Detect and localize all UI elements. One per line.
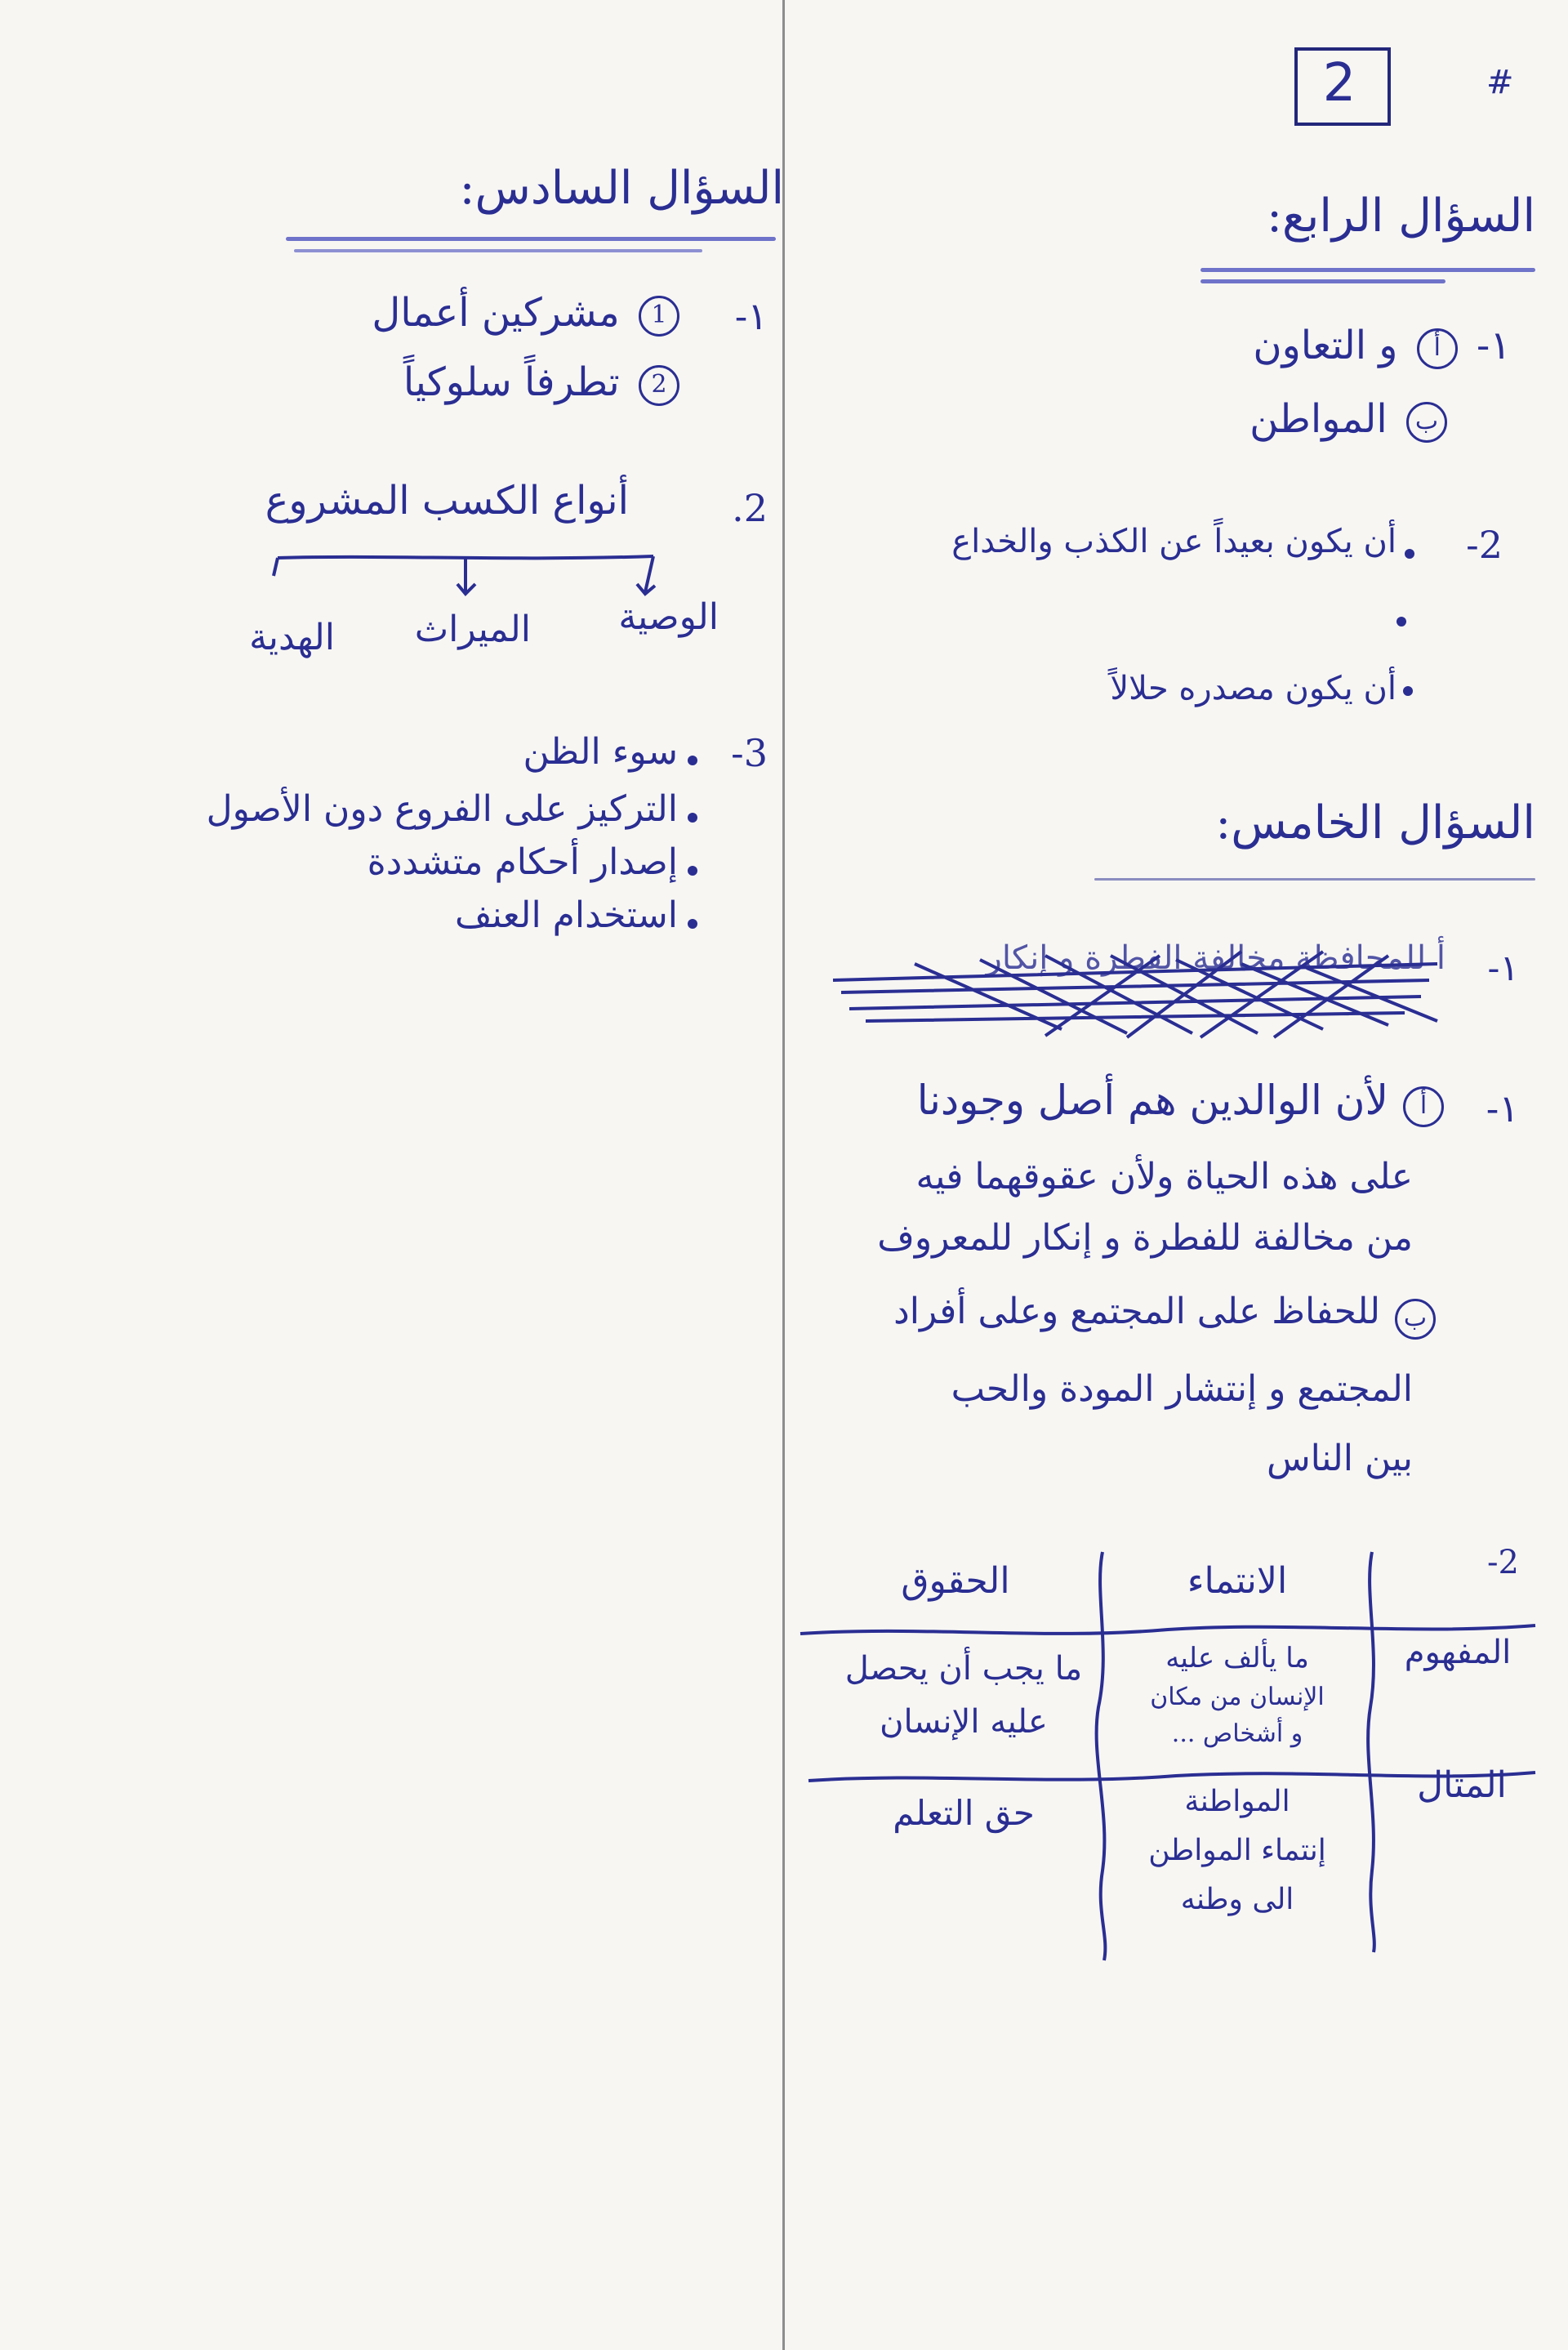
q6-a2-branch-inheritance: الميراث	[414, 609, 531, 650]
q4-a1b-line	[1127, 396, 1454, 443]
q6-a2-prefix: 2.	[732, 486, 768, 530]
q6-a1-prefix: ١-	[734, 294, 768, 338]
q5-crossed-prefix: ١-	[1487, 948, 1519, 989]
q6-a1-marker-2: 2	[639, 365, 679, 406]
q6-a3-prefix: 3-	[731, 731, 768, 775]
q5-a1b-line-1: للحفاظ على المجتمع وعلى أفراد	[893, 1291, 1380, 1332]
q6-a3-item-3: إصدار أحكام متشددة	[367, 841, 678, 883]
page-fold-divider	[782, 0, 785, 2350]
q6-a1-item-1-line	[310, 290, 686, 337]
table-cell-concept-rights-2: عليه الإنسان	[880, 1703, 1048, 1741]
q6-a3-item-1: سوء الظن	[523, 731, 678, 773]
q5-a1a-line-2: على هذه الحياة ولأن عقوقهما فيه	[915, 1156, 1413, 1197]
table-header-belonging: الانتماء	[1187, 1560, 1288, 1602]
q4-a1-line	[1127, 323, 1511, 369]
q6-a3-bullet-2	[688, 813, 697, 823]
q6-a3-item-4: استخدام العنف	[454, 894, 678, 936]
q5-a1-prefix: ١-	[1486, 1086, 1519, 1130]
q5-a1a-line-3: من مخالفة للفطرة و إنكار للمعروف	[877, 1217, 1413, 1259]
table-row-label-example: المثال	[1417, 1764, 1507, 1806]
q4-a1-prefix: ١-	[1477, 323, 1511, 368]
q6-a3-bullet-4	[688, 919, 697, 929]
q4-a1-marker-b: ب	[1406, 402, 1447, 443]
table-cell-example-belonging-1: المواطنة	[1184, 1785, 1290, 1818]
q5-title-underline	[1094, 878, 1535, 881]
q4-title: السؤال الرابع:	[1267, 190, 1535, 243]
q5-a1-marker-b: ب	[1395, 1299, 1436, 1340]
q6-a2-title: أنواع الكسب المشروع	[265, 478, 629, 524]
q6-a3-bullet-3	[688, 866, 697, 876]
q4-a1-marker-a: أ	[1417, 328, 1458, 369]
q4-title-underline-2	[1200, 279, 1446, 283]
q4-a2-item-1: أن يكون بعيداً عن الكذب والخداع	[951, 523, 1396, 560]
q4-a2-item-3: أن يكون مصدره حلالاً	[1110, 670, 1396, 707]
q4-a2-prefix: 2-	[1466, 523, 1503, 567]
q6-a1-marker-1: 1	[639, 296, 679, 337]
q6-a3-bullet-1	[688, 756, 697, 765]
table-cell-concept-belonging-1: ما يألف عليه	[1165, 1642, 1309, 1674]
q5-table-prefix: 2-	[1487, 1544, 1519, 1581]
q4-a2-bullet-2	[1396, 617, 1406, 627]
table-cell-concept-rights-1: ما يجب أن يحصل	[844, 1650, 1083, 1688]
q5-a1-marker-a: أ	[1403, 1086, 1444, 1127]
q6-a2-branch-will: الوصية	[618, 596, 719, 638]
table-row-label-concept: المفهوم	[1404, 1634, 1512, 1671]
q4-a1-text-a: و التعاون	[1253, 323, 1398, 368]
table-cell-example-rights: حق التعلم	[893, 1793, 1035, 1833]
q6-title: السؤال السادس:	[459, 162, 784, 215]
q5-crossout-scribble	[817, 931, 1454, 1046]
q6-a1-text-1: مشركين أعمال	[372, 290, 620, 336]
q4-a2-bullet-3	[1403, 686, 1413, 696]
q6-a3-item-2: التركيز على الفروع دون الأصول	[206, 788, 678, 830]
q6-a1-item-2-line	[310, 359, 686, 406]
q5-title: السؤال الخامس:	[1215, 796, 1535, 849]
q6-title-underline-2	[294, 249, 702, 252]
table-cell-example-belonging-2: إنتماء المواطن	[1148, 1834, 1326, 1867]
q5-a1b-line-2: المجتمع و إنتشار المودة والحب	[951, 1368, 1413, 1410]
q6-a2-branch-gift: الهدية	[249, 617, 335, 658]
q4-a2-bullet-1	[1405, 549, 1414, 559]
q4-a1-text-b: المواطن	[1250, 396, 1388, 442]
q6-a1-text-2: تطرفاً سلوكياً	[403, 359, 620, 405]
q5-a1b-line-3: بين الناس	[1266, 1438, 1413, 1479]
table-header-rights: الحقوق	[901, 1560, 1010, 1602]
q6-title-underline	[286, 237, 776, 241]
corner-mark: #	[1486, 64, 1514, 101]
q4-title-underline	[1200, 268, 1535, 272]
q5-crossed-text: أ للمحافظة مخالفة الفطرة و إنكار	[986, 939, 1446, 977]
table-cell-example-belonging-3: الى وطنه	[1180, 1883, 1294, 1916]
table-cell-concept-belonging-2: الإنسان من مكان	[1150, 1683, 1325, 1711]
table-cell-concept-belonging-3: و أشخاص ...	[1171, 1719, 1303, 1748]
q5-a1a-line-1: لأن الوالدين هم أصل وجودنا	[916, 1077, 1388, 1124]
page-number: 2	[1322, 53, 1356, 114]
